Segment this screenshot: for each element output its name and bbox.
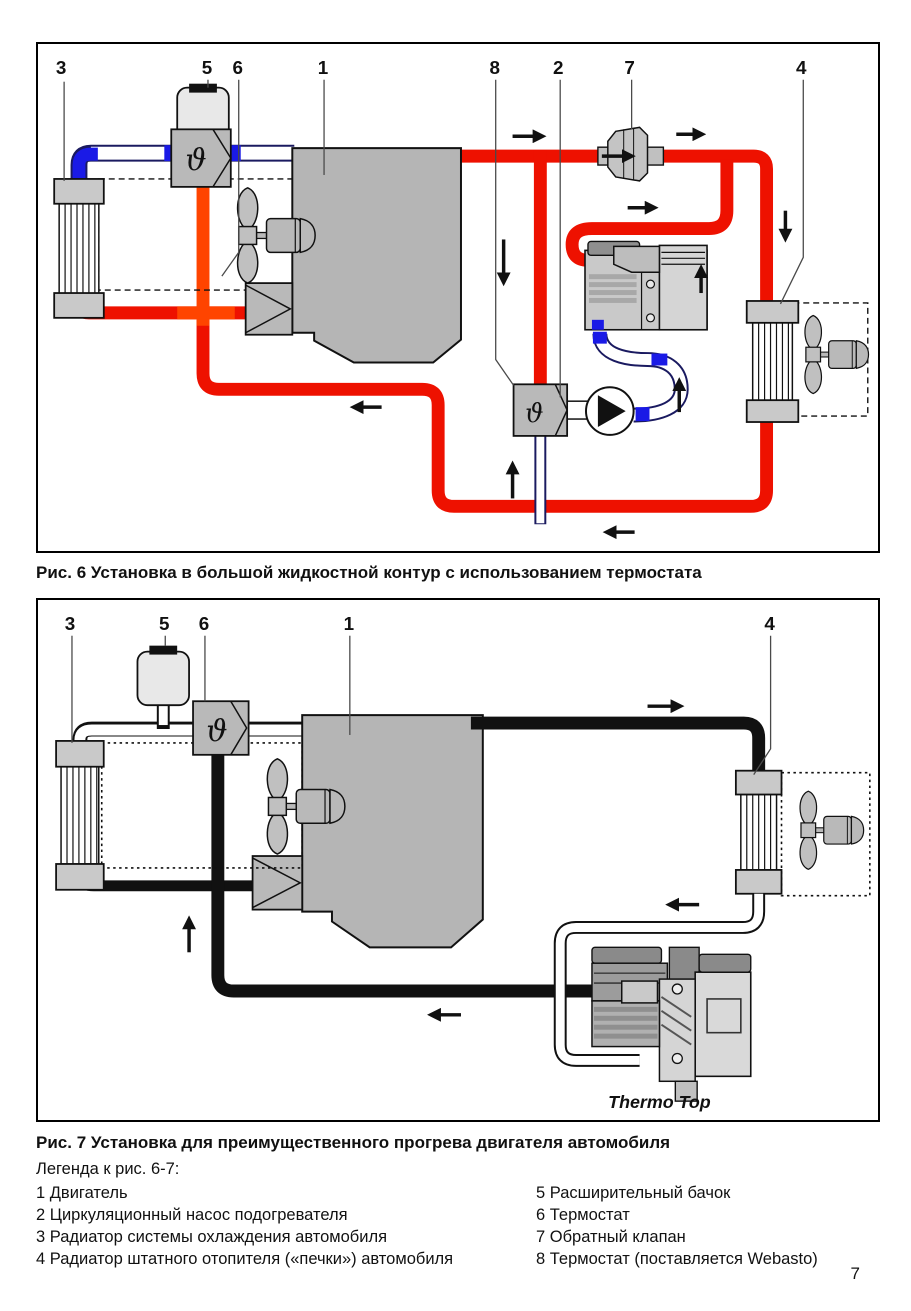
- expansion-tank: [137, 646, 189, 706]
- part-label-8: 8: [489, 56, 500, 78]
- thermostat-symbol: ϑ: [185, 143, 207, 179]
- thermostat-6: [164, 129, 240, 187]
- black-pipe-radiator-return: [80, 876, 257, 886]
- legend-right-column: [536, 1182, 896, 1270]
- part-label-4: 4: [796, 56, 807, 78]
- legend-item: 5 Расширительный бачок: [536, 1184, 731, 1202]
- part-label-6: 6: [198, 612, 210, 634]
- legend-item: 2 Циркуляционный насос подогревателя: [36, 1206, 348, 1224]
- thermostat-symbol: ϑ: [525, 399, 544, 430]
- part-label-3: 3: [64, 612, 76, 634]
- heater-unit: [592, 947, 751, 1101]
- heater-inlet-sleeve: [622, 981, 658, 1003]
- legend-item: 6 Термостат: [536, 1206, 630, 1224]
- engine-block: [302, 715, 483, 947]
- cabin-heater-radiator: [747, 301, 869, 422]
- tank-cap: [189, 84, 217, 93]
- tank-cap: [149, 646, 177, 655]
- cabin-heater-radiator: [736, 771, 870, 896]
- legend-left-column: [36, 1182, 506, 1270]
- thermostat-symbol: ϑ: [206, 713, 228, 749]
- part-label-1: 1: [317, 56, 329, 78]
- figure-7-caption: Рис. 7 Установка для преимущественного прогрева двигателя автомобиля: [36, 1133, 671, 1152]
- figure-7-svg: [38, 600, 878, 1120]
- figure-6-diagram: [36, 42, 880, 553]
- blue-connector: [636, 407, 650, 421]
- legend-item: 1 Двигатель: [36, 1184, 128, 1202]
- blue-connector: [651, 354, 667, 366]
- part-label-3: 3: [55, 56, 67, 78]
- legend-item: 8 Термостат (поставляется Webasto): [536, 1250, 818, 1268]
- check-valve: [598, 127, 663, 181]
- figure-6-svg: [38, 44, 878, 551]
- radiator-top-tank: [54, 179, 104, 204]
- figure-7-diagram: [36, 598, 880, 1122]
- radiator-bottom-tank: [54, 293, 104, 318]
- part-label-6: 6: [232, 56, 243, 78]
- hot-pipe-return-loop: [203, 320, 767, 507]
- part-label-5: 5: [159, 612, 170, 634]
- legend-item: 4 Радиатор штатного отопителя («печки») автомобиля: [36, 1250, 454, 1268]
- part-label-4: 4: [764, 612, 775, 634]
- page-number: 7: [850, 1264, 860, 1283]
- legend-item: 7 Обратный клапан: [536, 1228, 686, 1246]
- engine-water-pump-inlet: [246, 283, 293, 335]
- figure-6-caption: Рис. 6 Установка в большой жидкостной контур с использованием термостата: [36, 563, 702, 582]
- thermo-top-label: Thermo Top: [608, 1092, 711, 1113]
- mixed-pipe-thermostat-drop: [177, 187, 235, 326]
- heater-unit: [585, 241, 707, 329]
- engine-block: [292, 148, 461, 362]
- part-label-7: 7: [624, 56, 635, 78]
- legend-title: Легенда к рис. 6-7:: [36, 1160, 180, 1178]
- legend-item: 3 Радиатор системы охлаждения автомобиля: [36, 1228, 388, 1246]
- blue-connector: [593, 332, 607, 344]
- thermostat-6: [193, 701, 249, 755]
- blue-connector: [592, 320, 604, 330]
- part-label-1: 1: [343, 612, 355, 634]
- part-label-2: 2: [552, 56, 564, 78]
- part-label-5: 5: [201, 56, 213, 78]
- engine-water-pump-inlet: [253, 856, 303, 910]
- black-pipe-engine-out: [471, 723, 759, 775]
